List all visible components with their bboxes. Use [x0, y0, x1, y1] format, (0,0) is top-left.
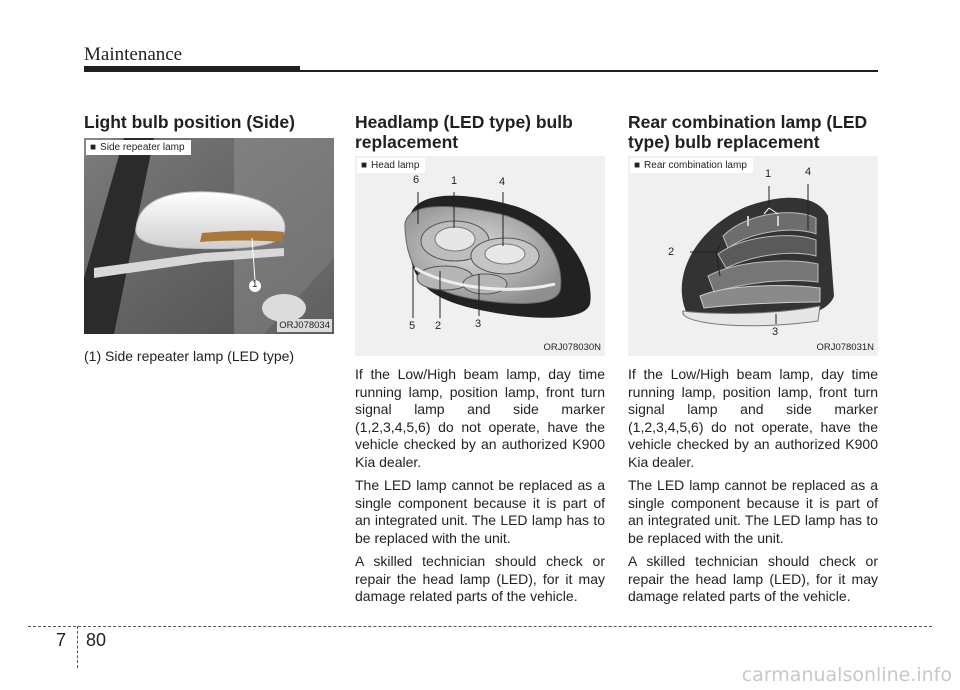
- body-rear-lamp: [628, 366, 878, 612]
- figure-rear-lamp: [628, 156, 878, 356]
- callout-1: 1: [451, 175, 458, 187]
- figure-headlamp: [355, 156, 605, 356]
- footer-rule: [28, 626, 932, 627]
- chapter-number: 7: [56, 630, 67, 650]
- column-headlamp: [355, 112, 605, 604]
- figure-code: ORJ078034: [279, 320, 330, 331]
- callout-2: 2: [435, 320, 442, 332]
- body-headlamp: [355, 366, 605, 612]
- callout-2: 2: [668, 246, 675, 258]
- figure-label: ■ Side repeater lamp: [86, 140, 191, 155]
- callout-4: 4: [805, 166, 812, 178]
- callout-3: 3: [772, 326, 779, 338]
- footer-separator: [77, 626, 78, 668]
- paragraph: The LED lamp cannot be replaced as a single component because it is part of an integrated unit. The LED lamp has to be replaced with the unit.: [628, 477, 878, 546]
- caption-side: (1) Side repeater lamp (LED type): [84, 348, 295, 364]
- callout-1: 1: [252, 279, 258, 290]
- callout-3: 3: [475, 318, 482, 330]
- paragraph: A skilled technician should check or repair the head lamp (LED), for it may damage related parts of the vehicle.: [628, 553, 878, 604]
- watermark: carmanualsonline.info: [741, 664, 952, 686]
- heading-headlamp: Headlamp (LED type) bulb replacement: [355, 112, 573, 152]
- callout-4: 4: [499, 176, 506, 188]
- column-side-repeater: [84, 112, 334, 364]
- heading-side: Light bulb position (Side): [84, 112, 295, 132]
- header-rule-thin: [300, 70, 878, 72]
- paragraph: A skilled technician should check or repair the head lamp (LED), for it may damage related parts of the vehicle.: [355, 553, 605, 604]
- callout-5: 5: [409, 320, 416, 332]
- figure-side-repeater: [84, 138, 334, 334]
- heading-rear-lamp: Rear combination lamp (LED type) bulb replacement: [628, 112, 868, 152]
- page-section-title: Maintenance: [84, 44, 183, 65]
- paragraph: If the Low/High beam lamp, day time running lamp, position lamp, front turn signal lamp and side marker (1,2,3,4,5,6) do not operate, have the vehicle checked by an authorized K900 Kia dealer.: [355, 366, 605, 470]
- figure-label: ■ Head lamp: [357, 158, 425, 173]
- header-rule-thick: [84, 66, 300, 72]
- callout-1: 1: [765, 168, 772, 180]
- callout-6: 6: [413, 174, 420, 186]
- paragraph: The LED lamp cannot be replaced as a single component because it is part of an integrated unit. The LED lamp has to be replaced with the unit.: [355, 477, 605, 546]
- figure-code: ORJ078031N: [816, 342, 874, 353]
- column-rear-lamp: [628, 112, 878, 604]
- rear-lamp-illustration: [628, 156, 878, 356]
- figure-code: ORJ078030N: [543, 342, 601, 353]
- paragraph: If the Low/High beam lamp, day time running lamp, position lamp, front turn signal lamp and side marker (1,2,3,4,5,6) do not operate, have the vehicle checked by an authorized K900 Kia dealer.: [628, 366, 878, 470]
- figure-label: ■ Rear combination lamp: [630, 158, 753, 173]
- page-number: 80: [86, 630, 107, 650]
- side-mirror-illustration: [84, 138, 334, 334]
